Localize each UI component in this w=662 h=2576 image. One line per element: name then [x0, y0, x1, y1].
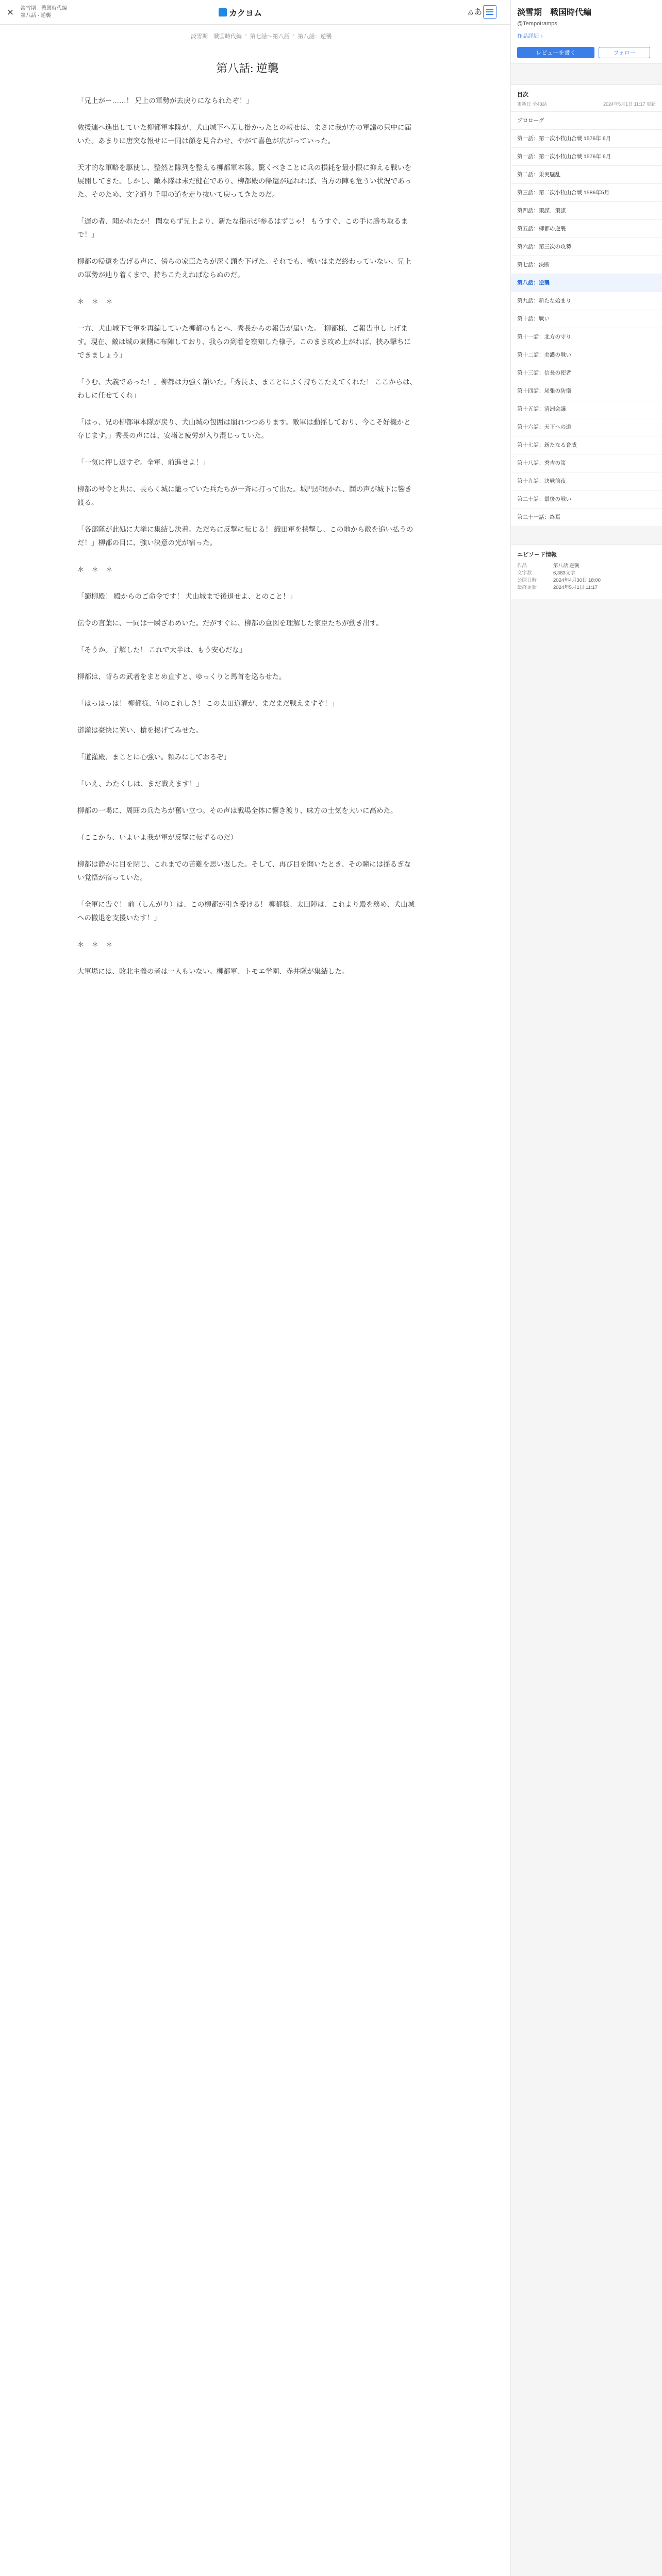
toc-item[interactable]: 第十四話：尾張の防衛 [511, 382, 662, 400]
toc-item[interactable]: 第十九話：決戦前夜 [511, 472, 662, 490]
toc-item[interactable]: 第十三話：信長の使者 [511, 364, 662, 382]
paragraph: 「うむ、大義であった！」柳都は力強く頷いた。「秀長よ、まことによく持ちこたえてくれた！ ここからは、わしに任せてくれ」 [77, 378, 417, 399]
list-icon-bar [486, 11, 493, 12]
toc-item[interactable]: 第一話：第一次小牧山合戦 1576年 6月 [511, 129, 662, 147]
toc-item[interactable]: 第五話：柳都の逆襲 [511, 219, 662, 238]
work-title-short: 淡雪期 戦国時代編 [21, 6, 67, 11]
toc-item[interactable]: 第七話：決断 [511, 256, 662, 274]
info-key: 文字数 [517, 570, 532, 576]
paragraph: 伝令の言葉に、一同は一瞬ざわめいた。だがすぐに、柳都の意図を理解した家臣たちが動き出す。 [77, 619, 383, 627]
toc-item-current[interactable]: 第八話：逆襲 [511, 274, 662, 292]
work-title[interactable]: 淡雪期 戦国時代編 [517, 8, 592, 17]
episode-info-heading: エピソード情報 [517, 552, 557, 558]
work-detail-label: 作品詳細 [517, 33, 539, 39]
toc-count: 更新日 全43話 [517, 101, 547, 107]
section-divider: ＊＊＊ [77, 566, 120, 573]
paragraph: 「道灌殿、まことに心強い。頼みにしておるぞ」 [77, 753, 230, 761]
info-value: 2024年5月1日 11:17 [553, 585, 598, 590]
toc-item[interactable]: 第十八話：秀吉の策 [511, 454, 662, 472]
toc-item[interactable]: 第二十話：最後の戦い [511, 490, 662, 508]
breadcrumb-episode: 第八話：逆襲 [297, 33, 332, 40]
author-name[interactable]: @Tempotramps [517, 21, 557, 27]
toc-item[interactable]: 第十一話：北方の守り [511, 328, 662, 346]
paragraph: 柳都は静かに目を閉じ、これまでの苦難を思い返した。そして、再び目を開いたとき、その瞳には揺るぎない覚悟が宿っていた。 [77, 860, 411, 882]
sidebar [510, 0, 662, 2576]
info-row [517, 584, 656, 591]
episode-info-list [517, 563, 656, 591]
episode-body [77, 49, 418, 992]
paragraph: （ここから、いよいよ我が軍が反撃に転ずるのだ） [77, 834, 238, 841]
close-icon[interactable]: × [7, 6, 14, 19]
toc-heading: 目次 [517, 92, 528, 98]
toc-item[interactable]: プロローグ [511, 111, 662, 129]
chevron-right-icon: › [541, 32, 543, 39]
info-row [517, 563, 656, 570]
write-review-button[interactable]: レビューを書く [517, 47, 594, 58]
paragraph: 「一気に押し返すぞ。全軍、前進せよ！」 [77, 459, 210, 466]
paragraph: 柳都の一喝に、周囲の兵たちが奮い立つ。その声は戦場全体に響き渡り、味方の士気を大いに高めた。 [77, 807, 398, 815]
follow-button[interactable]: フォロー [599, 47, 650, 58]
toc-meta [511, 100, 662, 111]
paragraph: 「各部隊が此処に大挙に集結し決着。ただちに反撃に転じる！ 織田軍を挟撃し、この地から敵を追い払うのだ！」柳都の目に、強い決意の光が宿った。 [77, 526, 413, 547]
toc-updated: 2024年5月1日 11:17 更新 [603, 101, 656, 107]
breadcrumb-separator: › [245, 32, 247, 38]
toc-toggle-button[interactable] [483, 5, 496, 19]
site-logo[interactable] [219, 6, 262, 19]
toc-item[interactable]: 第十二話：美濃の戦い [511, 346, 662, 364]
section-divider: ＊＊＊ [77, 941, 120, 948]
work-detail-link[interactable] [517, 32, 656, 40]
toc-item[interactable]: 第十話：戦い [511, 310, 662, 328]
work-header [511, 0, 662, 64]
breadcrumb-separator: › [292, 32, 295, 38]
toc-item[interactable]: 第十五話：清洲会議 [511, 400, 662, 418]
paragraph: 一方、犬山城下で軍を再編していた柳都のもとへ、秀長からの報告が届いた。「柳都様、ご報告申し上げます。現在、敵は城の東側に布陣しており、我らの到着を察知した様子。このまま攻め上がれば、挟み撃ちにできましょう」 [77, 325, 411, 359]
info-key: 作品 [517, 563, 527, 569]
toc-list [511, 111, 662, 526]
paragraph: 柳都の帰還を告げる声に、傍らの家臣たちが深く頭を下げた。それでも、戦いはまだ終わっていない。兄上の軍勢が辿り着くまで、持ちこたえねばならぬのだ。 [77, 258, 411, 279]
toc-item[interactable]: 第十六話：天下への道 [511, 418, 662, 436]
breadcrumb-work[interactable]: 淡雪期 戦国時代編 [191, 33, 242, 40]
work-meta [21, 5, 67, 20]
paragraph: 「はっ、兄の柳都軍本隊が戻り、犬山城の包囲は崩れつつあります。敵軍は動揺しており、今こそ好機かと存じます。」秀長の声には、安堵と疲労が入り混じっていた。 [77, 418, 411, 439]
toc-item[interactable]: 第四話：策謀、策謀 [511, 201, 662, 219]
paragraph: 「遅の者、聞かれたか！ 聞ならず兄上より、新たな指示が参るはずじゃ！ もうすぐ、この手に勝ち取るまで！」 [77, 217, 408, 239]
toc-item[interactable]: 第十七話：新たなる脅威 [511, 436, 662, 454]
font-settings-button[interactable]: ぁあ [467, 7, 483, 16]
list-icon-bar [486, 14, 493, 15]
episode-short: 第八話 · 逆襲 [21, 13, 51, 19]
episode-title: 第八話: 逆襲 [216, 62, 279, 75]
toc-item[interactable]: 第三話：第二次小牧山合戦 1586年5月 [511, 183, 662, 201]
paragraph: 「蜀柳殿！ 殿からのご命令です！ 犬山城まで後退せよ、とのこと！」 [77, 592, 297, 600]
toc-item[interactable]: 第九話：新たな始まり [511, 292, 662, 310]
paragraph: 敦援連へ進出していた柳都軍本隊が、犬山城下へ差し掛かったとの報せは、まさに我が方の軍議の只中に届いた。あまりに唐突な報せに一同は顔を見合わせ、やがて喜色が広がっていった。 [77, 124, 411, 145]
info-key: 公開日時 [517, 578, 537, 583]
toc-item[interactable]: 第二十一話：終焉 [511, 508, 662, 526]
info-value: 2024年4月30日 18:00 [553, 578, 601, 583]
breadcrumb-chapter[interactable]: 第七話～第八話 [250, 33, 290, 40]
info-row [517, 570, 656, 577]
info-value: 第八話 逆襲 [553, 563, 580, 569]
info-row [517, 577, 656, 584]
logo-text: カクヨム [229, 9, 262, 18]
info-value: 6,383文字 [553, 570, 575, 576]
paragraph: 大軍場には、敗北主義の者は一人もいない。柳都軍、トモエ学園、赤井隊が集結した。 [77, 968, 349, 975]
section-divider: ＊＊＊ [77, 298, 120, 306]
episode-info [511, 545, 662, 599]
toc-item[interactable]: 第六話：第三次の攻勢 [511, 238, 662, 256]
paragraph: 天才的な軍略を駆使し、整然と隊列を整える柳都軍本隊。驚くべきことに兵の損耗を最小限に抑える戦いを展開してきた。しかし、敵本隊は未だ健在であり、柳都殿の帰還が遅れれば、当方の陣も危うい状況であった。そのため、文字通り千里の道を走り抜いて戻ってきたのだ。 [77, 164, 411, 198]
list-icon-bar [486, 9, 493, 10]
paragraph: 「そうか。了解した！ これで大半は、もう安心だな」 [77, 646, 246, 654]
paragraph: 「いえ、わたくしは、まだ戦えます！」 [77, 780, 203, 788]
paragraph: 「はっはっは！ 柳都様、何のこれしき！ この太田道灌が、まだまだ戦えますぞ！」 [77, 700, 339, 707]
paragraph: 道灌は豪快に笑い、槍を掲げてみせた。 [77, 726, 203, 734]
breadcrumb [191, 32, 332, 40]
paragraph: 「兄上がー……！ 兄上の軍勢が去戻りになられたぞ！」 [77, 97, 253, 105]
paragraph: 「全軍に告ぐ！ 前（しんがり）は、この柳都が引き受ける！ 柳都様、太田陣は、これより殿を務め、犬山城への撤退を支援いたす！」 [77, 901, 415, 922]
toc-item[interactable]: 第一話：第一次小牧山合戦 1576年 6月 [511, 147, 662, 165]
toc-item[interactable]: 第二話：果実騒乱 [511, 165, 662, 183]
toc-section [511, 84, 662, 526]
work-actions [517, 47, 656, 58]
paragraph: 柳都の号令と共に、長らく城に籠っていた兵たちが一斉に打って出た。城門が開かれ、鬨の声が城下に響き渡る。 [77, 485, 412, 506]
info-key: 最終更新 [517, 585, 537, 590]
paragraph: 柳都は、背らの武者をまとめ直すと、ゆっくりと馬首を巡らせた。 [77, 673, 286, 681]
logo-mark-icon [219, 8, 227, 16]
